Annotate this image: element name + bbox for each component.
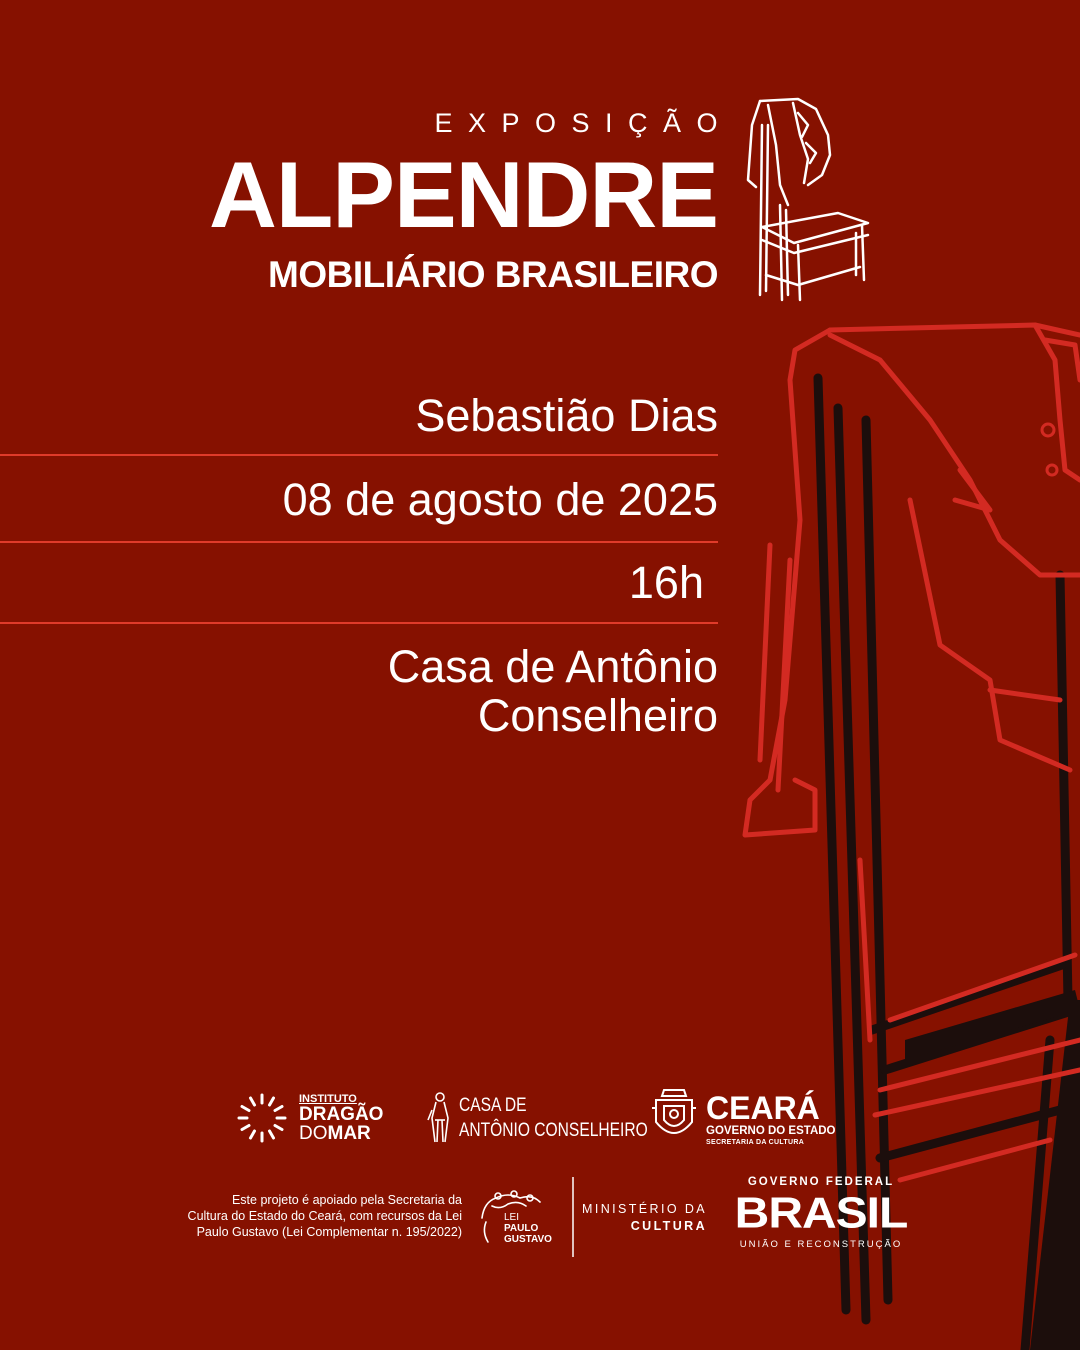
brasil-line1: GOVERNO FEDERAL (747, 1176, 895, 1188)
credit-line: Paulo Gustavo (Lei Complementar n. 195/2022) (196, 1225, 462, 1239)
credit-line: Cultura do Estado do Ceará, com recursos da Lei (187, 1209, 462, 1223)
ministerio-line2: CULTURA (630, 1219, 707, 1233)
venue-line: Casa de Antônio (387, 641, 718, 692)
exhibition-subtitle: MOBILIÁRIO BRASILEIRO (268, 254, 718, 295)
funding-credit (188, 1192, 462, 1240)
lei-line3: GUSTAVO (504, 1234, 552, 1245)
brasil-line3: UNIÃO E RECONSTRUÇÃO (739, 1239, 903, 1250)
event-venue (388, 642, 718, 740)
artist-name: Sebastião Dias (415, 390, 718, 441)
lei-line1: LEI (504, 1212, 520, 1223)
ceara-line1: CEARÁ (706, 1090, 820, 1126)
ceara-line3: SECRETARIA DA CULTURA (706, 1139, 805, 1146)
exhibition-title: ALPENDRE (208, 142, 718, 247)
logo-divider (572, 1177, 574, 1257)
venue-line: Conselheiro (477, 690, 718, 741)
small-chair-sketch-icon (738, 95, 878, 305)
divider-line (0, 541, 718, 543)
dragao-line1: INSTITUTO (299, 1093, 357, 1105)
ceara-logo-text (706, 1092, 836, 1148)
casa-line1: CASA DE (459, 1095, 527, 1116)
dragao-line3-a: DO (299, 1123, 328, 1144)
lei-logo-text (504, 1212, 552, 1245)
exhibition-kicker: EXPOSIÇÃO (434, 108, 733, 138)
brasil-line2: BRASIL (734, 1189, 908, 1238)
ministerio-line1: MINISTÉRIO DA (582, 1202, 707, 1216)
event-time: 16h (628, 557, 704, 608)
casa-line2: ANTÔNIO CONSELHEIRO (459, 1120, 648, 1141)
lei-line2: PAULO (504, 1223, 539, 1234)
ministerio-logo-text (582, 1201, 707, 1235)
sunburst-logo-icon (236, 1092, 288, 1144)
dragao-logo-text (299, 1093, 383, 1143)
casa-logo-text (459, 1093, 648, 1143)
divider-line (0, 622, 718, 624)
event-date: 08 de agosto de 2025 (282, 474, 718, 525)
brasil-logo-text (734, 1175, 908, 1251)
credit-line: Este projeto é apoiado pela Secretaria da (231, 1193, 462, 1207)
dragao-line3 (299, 1124, 383, 1143)
state-coat-of-arms-icon (650, 1086, 698, 1146)
divider-line (0, 454, 718, 456)
figure-statue-icon (426, 1090, 452, 1144)
ceara-line2: GOVERNO DO ESTADO (706, 1125, 836, 1137)
dragao-line2: DRAGÃO (299, 1104, 384, 1125)
dragao-line3-b: MAR (327, 1123, 371, 1144)
